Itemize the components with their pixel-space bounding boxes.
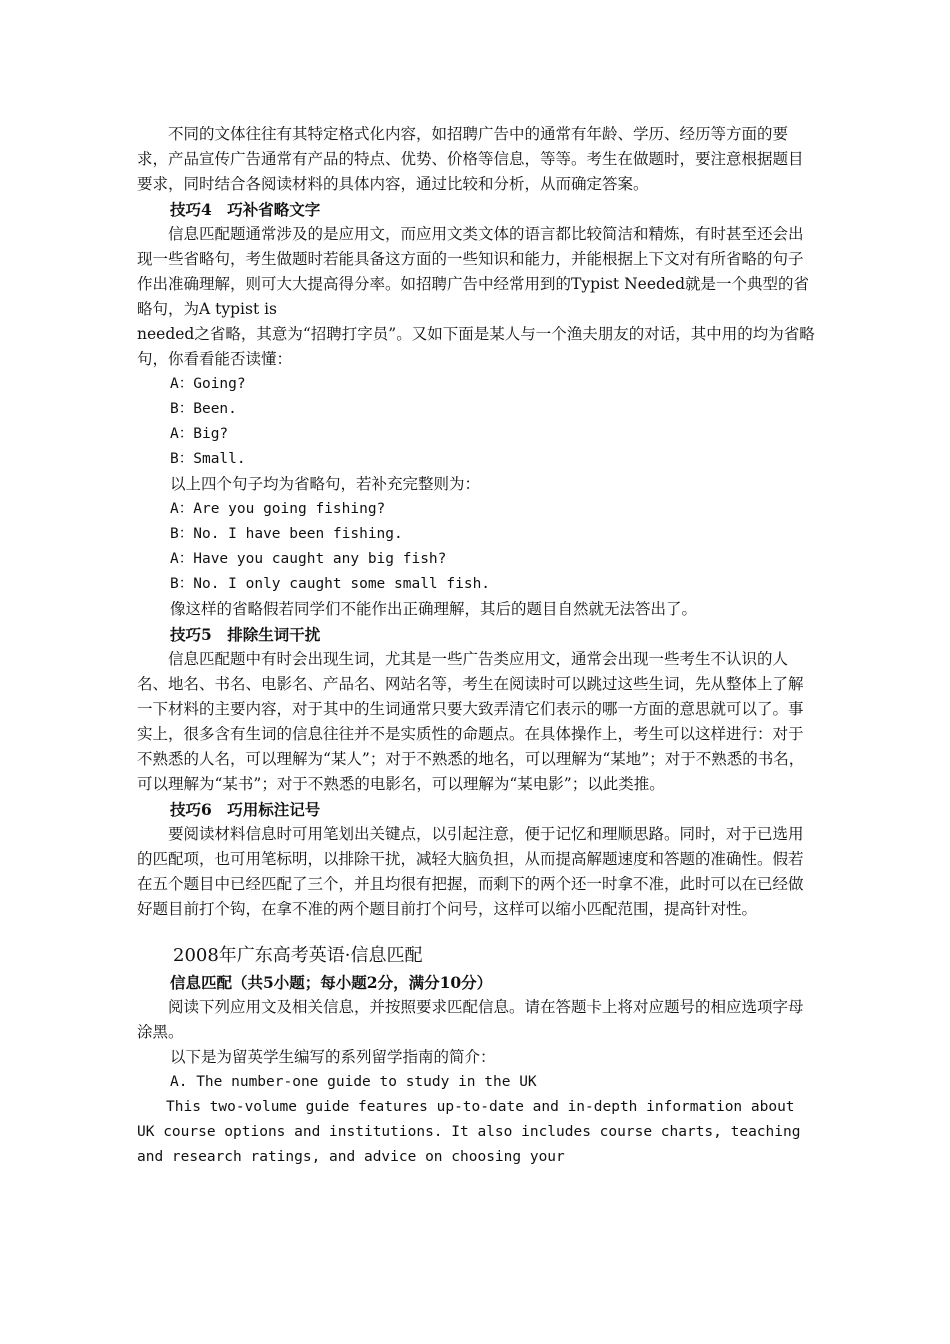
paragraph-marking: 要阅读材料信息时可用笔划出关键点，以引起注意，便于记忆和理顺思路。同时，对于已选用的匹配项，也可用笔标明，以排除干扰，减轻大脑负担，从而提高解题速度和答题的准确性。假若在五个题目中已经匹配了三个，并且均很有把握，而剩下的两个还一时拿不准，此时可以在已经做好题目前打个钩，在拿不准的两个题目前打个问号，这样可以缩小匹配范围，提高针对性。: [137, 825, 804, 918]
section-subtitle: 信息匹配（共5小题；每小题2分，满分10分）: [170, 973, 493, 992]
expanded-line-3: A：Have you caught any big fish?: [170, 551, 447, 567]
heading-tip-5: 技巧5 排除生词干扰: [170, 625, 321, 644]
dialogue-line-2: B：Been.: [170, 401, 237, 417]
paragraph-guide-intro: 以下是为留英学生编写的系列留学指南的简介：: [170, 1048, 496, 1066]
dialogue-line-1: A：Going?: [170, 376, 246, 392]
paragraph-omission: 信息匹配题通常涉及的是应用文，而应用文类文体的语言都比较简洁和精炼，有时甚至还会出现一些省略句，考生做题时若能具备这方面的一些知识和能力，并能根据上下文对有所省略的句子作出准确理解，则可大大提高得分率。如招聘广告中经常用到的Typist Needed就是一个典型的省略句，为A typist is: [137, 225, 810, 318]
paragraph-expanded-intro: 以上四个句子均为省略句，若补充完整则为：: [170, 475, 481, 493]
paragraph-omission-conclusion: 像这样的省略假若同学们不能作出正确理解，其后的题目自然就无法答出了。: [170, 600, 698, 618]
heading-tip-4: 技巧4 巧补省略文字: [170, 200, 321, 219]
expanded-line-1: A：Are you going fishing?: [170, 501, 386, 517]
section-title: 2008年广东高考英语·信息匹配: [173, 945, 423, 966]
dialogue-line-3: A：Big?: [170, 426, 229, 442]
heading-tip-6: 技巧6 巧用标注记号: [170, 800, 321, 819]
document-body: [137, 122, 817, 1170]
dialogue-line-4: B：Small.: [170, 451, 246, 467]
expanded-line-4: B：No. I only caught some small fish.: [170, 576, 491, 592]
paragraph-new-words: 信息匹配题中有时会出现生词，尤其是一些广告类应用文，通常会出现一些考生不认识的人名、地名、书名、电影名、产品名、网站名等，考生在阅读时可以跳过这些生词，先从整体上了解一下材料的主要内容，对于其中的生词通常只要大致弄清它们表示的哪一方面的意思就可以了。事实上，很多含有生词的信息往往并不是实质性的命题点。在具体操作上，考生可以这样进行：对于不熟悉的人名，可以理解为“某人”；对于不熟悉的地名，可以理解为“某地”；对于不熟悉的书名，可以理解为“某书”；对于不熟悉的电影名，可以理解为“某电影”；以此类推。: [137, 650, 805, 793]
paragraph-instructions: 阅读下列应用文及相关信息，并按照要求匹配信息。请在答题卡上将对应题号的相应选项字母涂黑。: [137, 998, 804, 1041]
expanded-line-2: B：No. I have been fishing.: [170, 526, 403, 542]
paragraph-format-content: 不同的文体往往有其特定格式化内容，如招聘广告中的通常有年龄、学历、经历等方面的要求，产品宣传广告通常有产品的特点、优势、价格等信息，等等。考生在做题时，要注意根据题目要求，同时结合各阅读材料的具体内容，通过比较和分析，从而确定答案。: [137, 125, 804, 193]
guide-a-body: This two-volume guide features up-to-date and in-depth information about UK course options and institutions. It also includes course charts, teaching and research ratings, and advice on choosing your: [137, 1099, 801, 1165]
guide-a-title: A. The number-one guide to study in the UK: [170, 1074, 537, 1090]
paragraph-omission-continued: needed之省略，其意为“招聘打字员”。又如下面是某人与一个渔夫朋友的对话，其中用的均为省略句，你看看能否读懂：: [137, 325, 815, 368]
